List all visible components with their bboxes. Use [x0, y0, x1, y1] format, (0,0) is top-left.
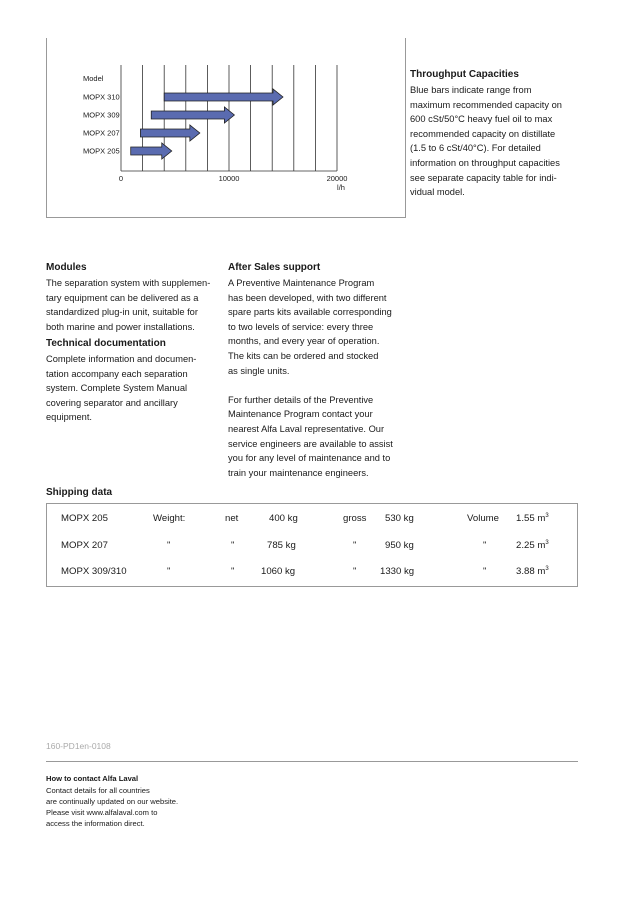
aftersales-line: you for any level of maintenance and to [228, 453, 391, 464]
aftersales-text [228, 276, 406, 480]
volume-number: 3.88 m [516, 566, 546, 578]
ship-volume-value [516, 513, 549, 524]
modules-text [46, 276, 222, 334]
ship-model: MOPX 309/310 [61, 566, 127, 577]
modules-line: standardized plug-in unit, suitable for [46, 307, 198, 318]
range-bar-mopx-205 [131, 143, 172, 159]
aftersales-line: Maintenance Program contact your [228, 409, 373, 420]
category-label: MOPX 207 [83, 128, 120, 138]
ship-weight-label: " [167, 566, 171, 577]
ship-volume-label: " [483, 566, 487, 577]
volume-sup: 3 [545, 513, 549, 519]
throughput-line: (1.5 to 6 cSt/40°C). For detailed [410, 143, 541, 154]
ship-gross-label: gross [343, 513, 367, 524]
volume-sup: 3 [545, 540, 549, 546]
ship-model: MOPX 205 [61, 513, 108, 524]
contact-text [46, 786, 246, 830]
aftersales-line: months, and every year of operation. [228, 336, 380, 347]
y-axis-label: Model [83, 74, 104, 83]
ship-gross-label: " [353, 566, 357, 577]
throughput-text [410, 83, 586, 200]
ship-net-value: 785 kg [267, 540, 296, 551]
aftersales-spacer [228, 378, 406, 393]
x-tick-label: 20000 [326, 174, 348, 183]
techdoc-line: system. Complete System Manual [46, 383, 188, 394]
modules-title: Modules [46, 262, 87, 273]
contact-line: access the information direct. [46, 818, 145, 828]
ship-net-value: 400 kg [269, 513, 298, 524]
throughput-line: Blue bars indicate range from [410, 85, 532, 95]
ship-net-label: net [225, 513, 239, 524]
volume-number: 1.55 m [516, 513, 546, 525]
aftersales-line: to two levels of service: every three [228, 321, 374, 332]
throughput-line: vidual model. [410, 187, 465, 198]
x-tick-label: 10000 [218, 174, 240, 183]
aftersales-line: For further details of the Preventive [228, 394, 374, 405]
throughput-line: maximum recommended capacity on [410, 99, 562, 110]
ship-weight-label: Weight: [153, 513, 186, 524]
throughput-line: 600 cSt/50°C heavy fuel oil to max [410, 114, 553, 125]
category-label: MOPX 309 [83, 110, 120, 120]
footer-divider [46, 761, 578, 762]
ship-weight-label: " [167, 540, 171, 551]
contact-line: are continually updated on our website. [46, 796, 179, 806]
aftersales-line: service engineers are available to assist [228, 438, 393, 449]
aftersales-line: A Preventive Maintenance Program [228, 278, 375, 288]
volume-sup: 3 [545, 566, 549, 572]
ship-model: MOPX 207 [61, 540, 108, 551]
ship-volume-value [516, 566, 549, 577]
contact-line: Please visit www.alfalaval.com to [46, 807, 158, 817]
ship-net-label: " [231, 540, 235, 551]
ship-net-label: " [231, 566, 235, 577]
category-label: MOPX 310 [83, 92, 120, 102]
techdoc-text [46, 352, 222, 425]
aftersales-line: has been developed, with two different [228, 292, 387, 303]
aftersales-line: nearest Alfa Laval representative. Our [228, 423, 385, 434]
ship-volume-label: Volume [467, 513, 499, 524]
techdoc-line: equipment. [46, 412, 92, 423]
techdoc-line: covering separator and ancillary [46, 397, 178, 408]
capacity-chart-svg [47, 38, 407, 218]
capacity-chart [46, 38, 406, 218]
shipping-title: Shipping data [46, 487, 113, 498]
ship-gross-value: 950 kg [385, 540, 414, 551]
aftersales-line: train your maintenance engineers. [228, 467, 369, 478]
throughput-line: information on throughput capacities [410, 157, 560, 168]
ship-gross-label: " [353, 540, 357, 551]
modules-line: both marine and power installations. [46, 321, 195, 332]
ship-net-value: 1060 kg [261, 566, 296, 577]
throughput-line: recommended capacity on distillate [410, 128, 556, 139]
aftersales-line: spare parts kits available corresponding [228, 307, 392, 318]
contact-title: How to contact Alfa Laval [46, 774, 139, 783]
ship-gross-value: 1330 kg [380, 566, 415, 577]
ship-volume-value [516, 540, 549, 551]
modules-line: The separation system with supplemen- [46, 278, 211, 288]
ship-volume-label: " [483, 540, 487, 551]
range-bar-mopx-207 [140, 125, 199, 141]
techdoc-line: Complete information and documen- [46, 354, 197, 364]
volume-number: 2.25 m [516, 540, 546, 552]
aftersales-title: After Sales support [228, 262, 321, 273]
x-tick-label: 0 [118, 174, 124, 183]
range-bar-mopx-310 [164, 89, 283, 105]
x-axis-unit: l/h [337, 183, 345, 192]
ship-gross-value: 530 kg [385, 513, 414, 524]
range-bar-mopx-309 [151, 107, 234, 123]
aftersales-line: The kits can be ordered and stocked [228, 350, 379, 361]
techdoc-title: Technical documentation [46, 338, 166, 349]
techdoc-line: tation accompany each separation [46, 368, 188, 379]
shipping-table [46, 503, 578, 587]
category-label: MOPX 205 [83, 146, 120, 156]
document-code: 160-PD1en-0108 [46, 741, 111, 751]
modules-line: tary equipment can be delivered as a [46, 292, 199, 303]
aftersales-line: as single units. [228, 365, 290, 376]
throughput-title: Throughput Capacities [410, 69, 519, 80]
contact-line: Contact details for all countries [46, 786, 150, 795]
throughput-line: see separate capacity table for indi- [410, 172, 557, 183]
